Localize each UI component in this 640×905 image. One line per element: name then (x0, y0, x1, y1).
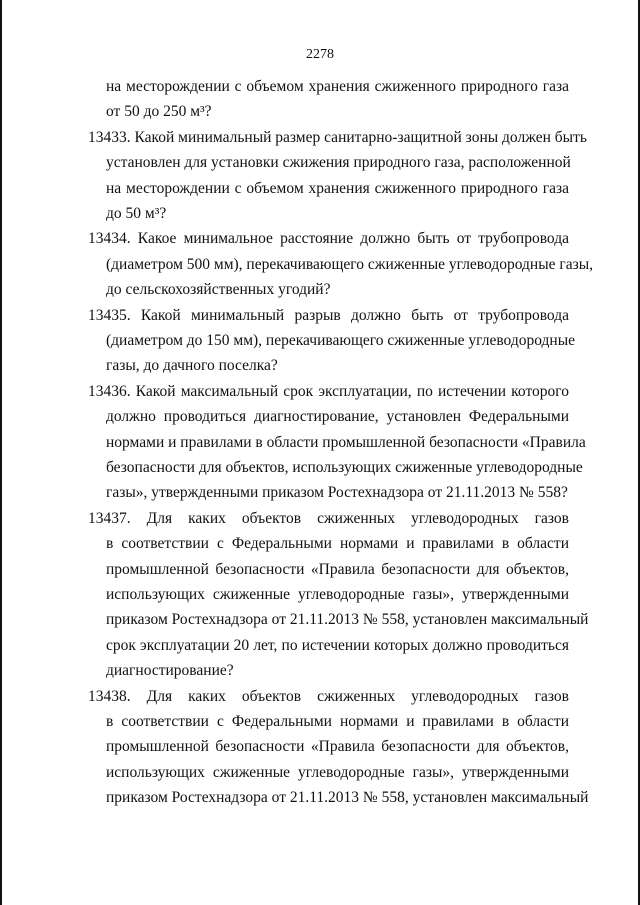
question-line: использующих сжиженные углеводородные газы», утвержденными (106, 763, 569, 781)
question-line-numbered: 13438. Для каких объектов сжиженных углеводородных газов (88, 687, 569, 705)
question-line: до 50 м³? (106, 205, 167, 222)
question-line: на месторождении с объемом хранения сжиженного природного газа (106, 179, 569, 197)
question-line: срок эксплуатации 20 лет, по истечении которых должно проводиться (106, 636, 569, 654)
question-line: безопасности для объектов, использующих сжиженные углеводородные (106, 459, 583, 476)
question-line: в соответствии с Федеральными нормами и правилами в области (106, 535, 569, 553)
question-line: приказом Ростехнадзора от 21.11.2013 № 558, установлен максимальный (106, 611, 589, 629)
question-line-numbered: 13435. Какой минимальный разрыв должно быть от трубопровода (88, 306, 569, 324)
question-line: от 50 до 250 м³? (106, 103, 212, 121)
question-line: (диаметром 500 мм), перекачивающего сжиженные углеводородные газы, (106, 255, 594, 273)
question-line: приказом Ростехнадзора от 21.11.2013 № 558, установлен максимальный (106, 789, 589, 807)
question-line: (диаметром до 150 мм), перекачивающего сжиженные углеводородные (106, 332, 576, 349)
question-line: промышленной безопасности «Правила безопасности для объектов, (106, 560, 569, 578)
question-line: до сельскохозяйственных угодий? (106, 281, 331, 299)
question-line: диагностирование? (106, 662, 234, 680)
question-line: газы, до дачного поселка? (106, 357, 278, 375)
page-number: 2278 (306, 47, 334, 62)
question-line-numbered: 13434. Какое минимальное расстояние должно быть от трубопровода (88, 230, 569, 248)
question-line: промышленной безопасности «Правила безопасности для объектов, (106, 738, 569, 756)
question-line: в соответствии с Федеральными нормами и правилами в области (106, 713, 569, 730)
question-line-numbered: 13437. Для каких объектов сжиженных углеводородных газов (88, 509, 569, 527)
question-line-numbered: 13436. Какой максимальный срок эксплуатации, по истечении которого (88, 382, 569, 400)
question-line: газы», утвержденными приказом Ростехнадзора от 21.11.2013 № 558? (106, 484, 568, 502)
question-line-numbered: 13433. Какой минимальный размер санитарно-защитной зоны должен быть (88, 128, 587, 146)
question-line: нормами и правилами в области промышленной безопасности «Правила (106, 433, 586, 451)
question-line: на месторождении с объемом хранения сжиженного природного газа (106, 78, 569, 95)
question-line: должно проводиться диагностирование, установлен Федеральными (106, 408, 569, 426)
question-line: установлен для установки сжижения природного газа, расположенной (106, 154, 571, 172)
question-line: использующих сжиженные углеводородные газы», утвержденными (106, 586, 569, 603)
